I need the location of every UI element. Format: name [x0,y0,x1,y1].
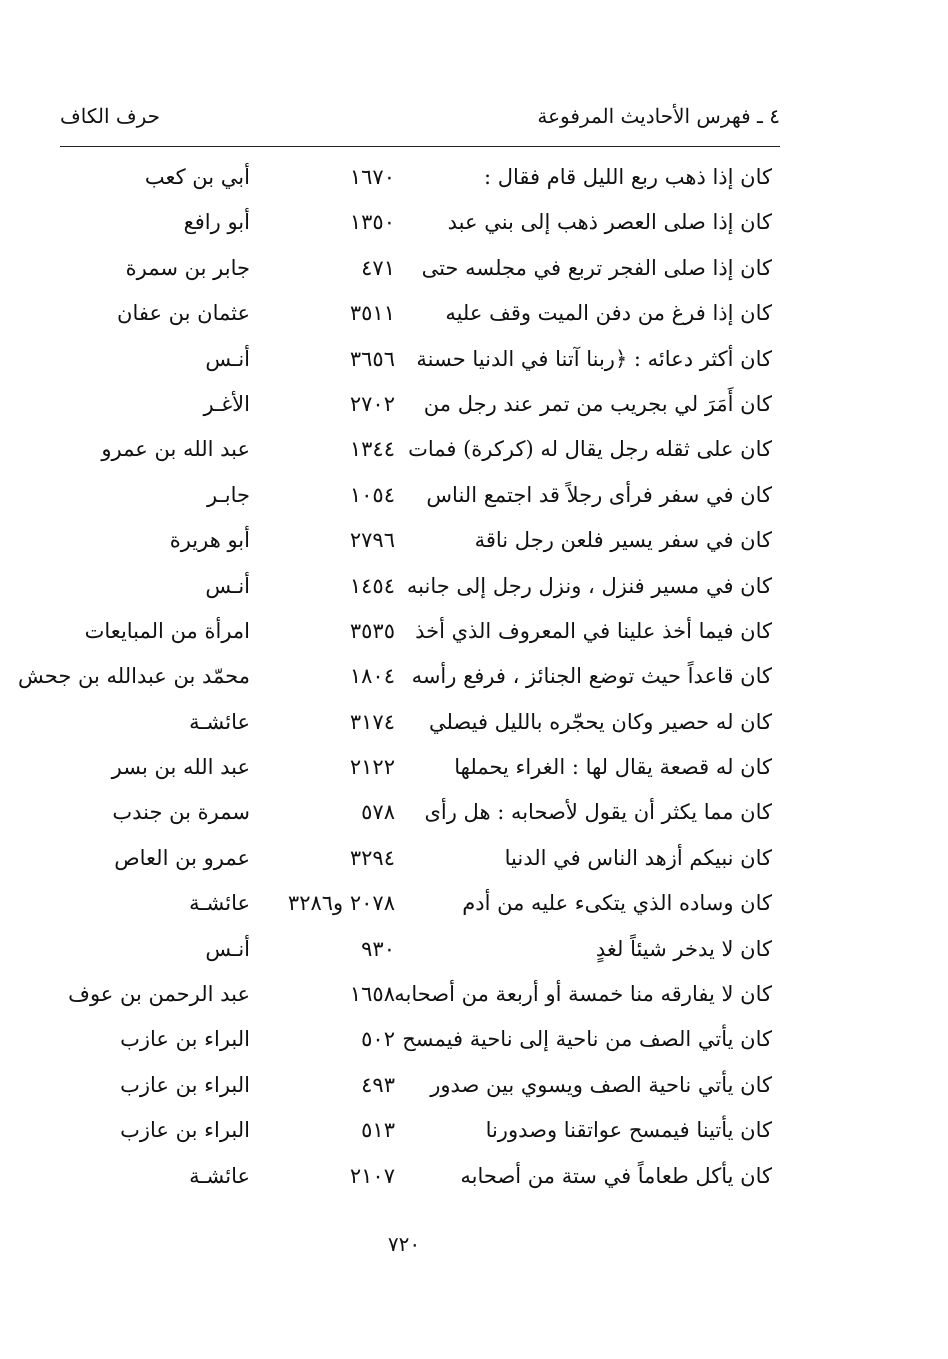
hadith-opening-text: كان فيما أخذ علينا في المعروف الذي أخذ [415,618,772,643]
hadith-number: ٢١٢٢ [349,755,395,780]
index-row [40,201,780,246]
index-row [40,247,780,292]
narrator-name: الأغـر [203,391,250,416]
hadith-opening-text: كان لا يفارقه منا خمسة أو أربعة من أصحابه [394,982,772,1007]
index-row [40,292,780,337]
hadith-number: ٩٣٠ [361,936,395,961]
hadith-number: ١٣٥٠ [349,210,395,235]
hadith-opening-text: كان على ثقله رجل يقال له (كركرة) فمات [408,437,772,462]
narrator-name: جابـر [207,482,250,507]
index-row [40,383,780,428]
hadith-opening-text: كان إذا صلى العصر ذهب إلى بني عبد [447,210,772,235]
page-number: ٧٢٠ [387,1232,421,1256]
section-title: ٤ ـ فهرس الأحاديث المرفوعة [537,104,780,128]
index-row [40,746,780,791]
index-row [40,474,780,519]
hadith-number: ٣٦٥٦ [349,346,395,371]
narrator-name: عائشـة [189,891,250,916]
hadith-opening-text: كان مما يكثر أن يقول لأصحابه : هل رأى [424,800,772,825]
narrator-name: عائشـة [189,1163,250,1188]
index-row [40,837,780,882]
index-row [40,1064,780,1109]
hadith-number: ٢٧٠٢ [349,391,395,416]
header-divider [60,146,780,147]
hadith-opening-text: كان لا يدخر شيئاً لغدٍ [595,936,772,961]
hadith-index-list [18,156,780,1200]
hadith-number: ٣٢٩٤ [349,845,395,870]
index-row [40,428,780,473]
index-row [40,565,780,610]
hadith-opening-text: كان في سفر يسير فلعن رجل ناقة [474,528,772,553]
hadith-number: ١٦٧٠ [349,165,395,189]
hadith-number: ٥٧٨ [361,800,395,825]
narrator-name: عائشـة [189,709,250,734]
letter-title: حرف الكاف [60,104,161,128]
narrator-name: البراء بن عازب [120,1072,250,1097]
narrator-name: أبو رافع [183,210,250,235]
hadith-number: ١٨٠٤ [349,664,395,689]
index-row [40,791,780,836]
narrator-name: جابر بن سمرة [125,255,250,280]
hadith-opening-text: كان نبيكم أزهد الناس في الدنيا [504,845,772,870]
hadith-number: ٢١٠٧ [349,1163,395,1188]
hadith-opening-text: كان إذا ذهب ربع الليل قام فقال : [483,165,772,189]
hadith-opening-text: كان له حصير وكان يحجّره بالليل فيصلي [428,709,772,734]
narrator-name: البراء بن عازب [120,1118,250,1143]
page-footer [0,1232,948,1256]
hadith-number: ١٦٥٨ [349,982,395,1007]
hadith-opening-text: كان إذا فرغ من دفن الميت وقف عليه [445,301,772,326]
narrator-name: عبد الرحمن بن عوف [68,982,250,1007]
narrator-name: عثمان بن عفان [117,301,250,326]
hadith-number: ٥١٣ [361,1118,395,1143]
hadith-opening-text: كان أَمَرَ لي بجريب من تمر عند رجل من [423,391,772,416]
narrator-name: أبي بن كعب [144,165,250,189]
hadith-opening-text: كان في سفر فرأى رجلاً قد اجتمع الناس [426,482,772,507]
narrator-name: البراء بن عازب [120,1027,250,1052]
hadith-number: ٣٥٣٥ [349,618,395,643]
index-row [40,701,780,746]
hadith-number: ٢٧٩٦ [349,528,395,553]
hadith-number: ١٤٥٤ [349,573,395,598]
index-row [40,928,780,973]
hadith-opening-text: كان إذا صلى الفجر تربع في مجلسه حتى [421,255,772,280]
index-row [40,882,780,927]
hadith-number: ٢٠٧٨ و٣٢٨٦ [287,891,395,916]
hadith-number: ١٠٥٤ [349,482,395,507]
narrator-name: عمرو بن العاص [114,845,250,870]
narrator-name: أنـس [205,346,250,371]
index-row [40,1018,780,1063]
hadith-number: ٣١٧٤ [349,709,395,734]
hadith-number: ٤٩٣ [361,1072,395,1097]
hadith-opening-text: كان في مسير فنزل ، ونزل رجل إلى جانبه [406,573,772,598]
narrator-name: أنـس [205,573,250,598]
index-row [40,973,780,1018]
hadith-opening-text: كان يأكل طعاماً في ستة من أصحابه [460,1163,772,1188]
hadith-number: ٥٠٢ [361,1027,395,1052]
narrator-name: أنـس [205,936,250,961]
hadith-number: ١٣٤٤ [349,437,395,462]
narrator-name: امرأة من المبايعات [84,618,250,643]
narrator-name: عبد الله بن عمرو [101,437,250,462]
hadith-opening-text: كان أكثر دعائه : ﴿ربنا آتنا في الدنيا حسنة [416,346,772,371]
hadith-number: ٤٧١ [361,255,395,280]
hadith-opening-text: كان يأتينا فيمسح عواتقنا وصدورنا [485,1118,772,1143]
index-row [40,519,780,564]
index-row [40,1155,780,1200]
hadith-opening-text: كان له قصعة يقال لها : الغراء يحملها [454,755,772,780]
index-row [18,655,780,700]
running-header [60,96,780,140]
narrator-name: محمّد بن عبدالله بن جحش [18,664,250,689]
index-row [40,610,780,655]
narrator-name: أبو هريرة [169,528,250,553]
hadith-opening-text: كان وساده الذي يتكىء عليه من أدم [462,891,772,916]
narrator-name: سمرة بن جندب [112,800,250,825]
index-row [40,1109,780,1154]
index-row [40,156,780,201]
narrator-name: عبد الله بن بسر [111,755,250,780]
hadith-opening-text: كان قاعداً حيث توضع الجنائز ، فرفع رأسه [411,664,772,689]
hadith-opening-text: كان يأتي ناحية الصف ويسوي بين صدور [430,1072,772,1097]
index-row [40,338,780,383]
hadith-number: ٣٥١١ [349,301,395,326]
hadith-opening-text: كان يأتي الصف من ناحية إلى ناحية فيمسح [402,1027,772,1052]
